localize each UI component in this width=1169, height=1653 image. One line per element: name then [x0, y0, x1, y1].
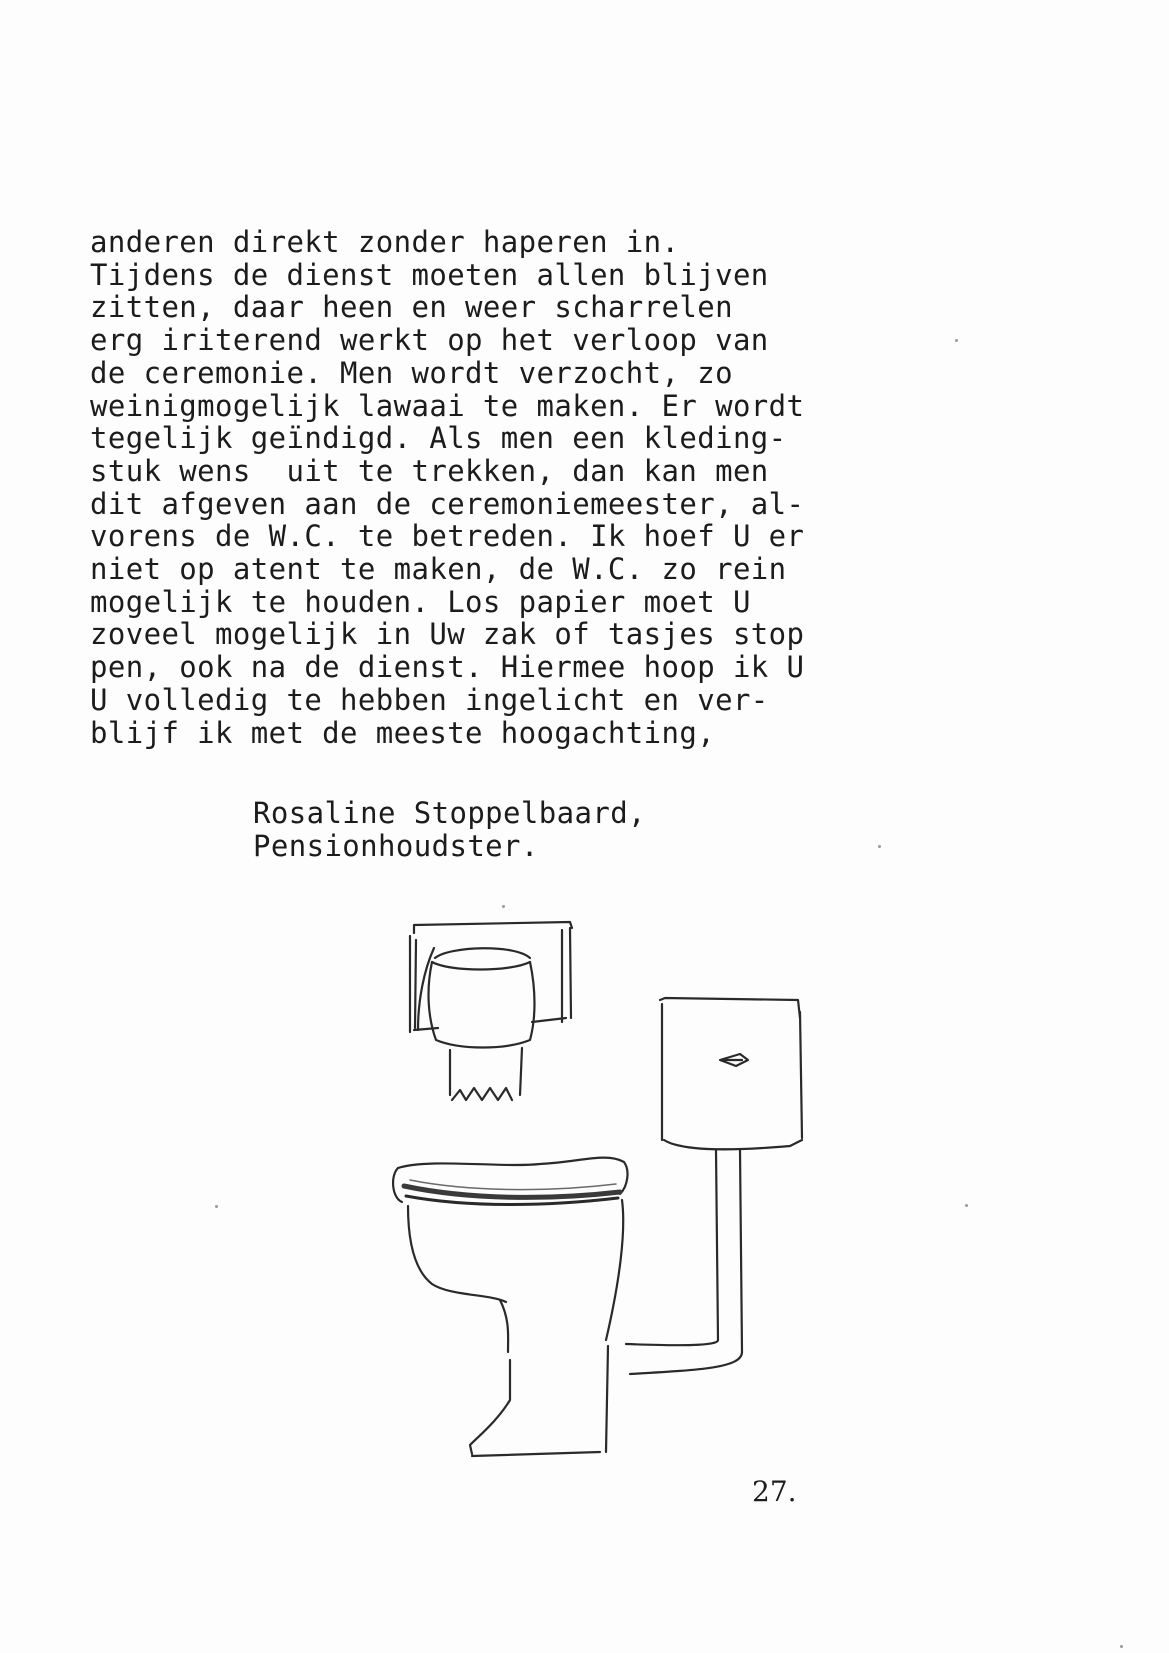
signature-title: Pensionhoudster. [253, 829, 539, 863]
text-line: weinigmogelijk lawaai te maken. Er wordt [90, 388, 805, 423]
toilet-paper-roll-icon [429, 948, 535, 1100]
signature-block [253, 797, 646, 863]
text-line: mogelijk te houden. Los papier moet U [90, 584, 751, 619]
text-line: stuk wens uit te trekken, dan kan men [90, 453, 769, 488]
text-line: tegelijk geïndigd. Als men een kleding- [90, 421, 787, 456]
text-line: anderen direkt zonder haperen in. [90, 225, 680, 259]
text-line: niet op atent te maken, de W.C. zo rein [90, 552, 787, 587]
signature-name: Rosaline Stoppelbaard, [253, 796, 646, 830]
toilet-paper-holder-icon [410, 922, 572, 1032]
scan-speck [955, 339, 958, 342]
scan-speck [965, 1204, 968, 1207]
text-line: vorens de W.C. te betreden. Ik hoef U er [90, 519, 805, 554]
toilet-drawing [380, 900, 830, 1480]
text-line: pen, ook na de dienst. Hiermee hoop ik U [90, 650, 805, 685]
text-line: U volledig te hebben ingelicht en ver- [90, 682, 769, 717]
page-number: 27. [752, 1475, 797, 1508]
text-line: blijf ik met de meeste hoogachting, [90, 715, 716, 750]
letter-body [90, 226, 950, 749]
cistern-icon [660, 998, 802, 1149]
text-line: de ceremonie. Men wordt verzocht, zo [90, 355, 733, 390]
text-line: erg iriterend werkt op het verloop van [90, 323, 769, 358]
toilet-seat-icon [393, 1158, 627, 1205]
text-line: zitten, daar heen en weer scharrelen [90, 290, 733, 325]
flush-pipe-icon [626, 1150, 742, 1374]
scan-speck [502, 905, 505, 908]
toilet-bowl-icon [408, 1200, 623, 1456]
scan-speck [215, 1205, 218, 1208]
text-line: dit afgeven aan de ceremoniemeester, al- [90, 486, 805, 521]
scan-speck [1120, 1645, 1123, 1648]
text-line: zoveel mogelijk in Uw zak of tasjes stop [90, 617, 805, 652]
text-line: Tijdens de dienst moeten allen blijven [90, 257, 769, 292]
scan-speck [878, 845, 881, 848]
